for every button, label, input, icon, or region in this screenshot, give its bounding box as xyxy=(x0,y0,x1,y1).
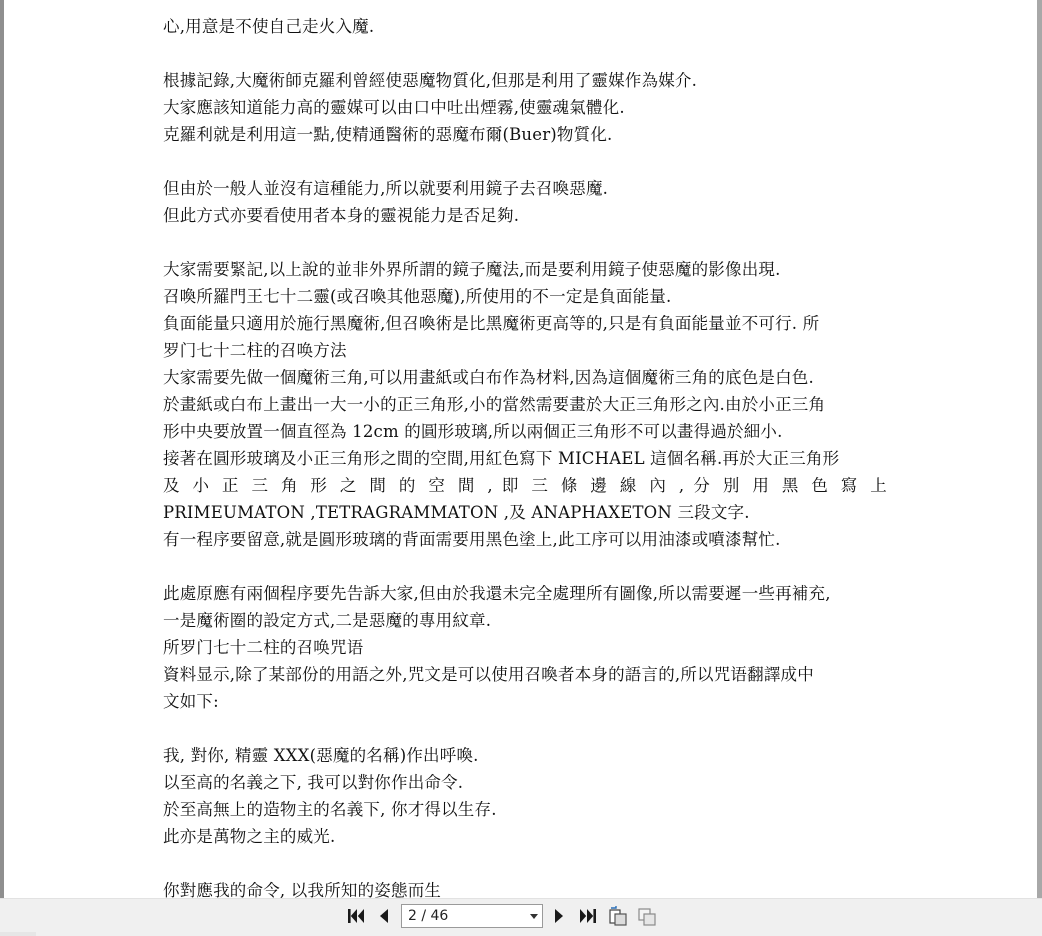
page-right-edge xyxy=(1037,0,1042,898)
text-line: 我, 對你, 精靈 XXX(惡魔的名稱)作出呼喚. xyxy=(163,746,479,765)
status-corner xyxy=(0,932,36,936)
text-line: 負面能量只適用於施行黑魔術,但召喚術是比黑魔術更高等的,只是有負面能量並不可行. 所 xyxy=(163,314,820,333)
text-line: PRIMEUMATON ,TETRAGRAMMATON ,及 ANAPHAXETON 三段文字. xyxy=(163,503,750,522)
text-line: 形中央要放置一個直徑為 12cm 的圓形玻璃,所以兩個正三角形不可以畫得過於細小. xyxy=(163,422,783,441)
text-line: 大家應該知道能力高的靈媒可以由口中吐出煙霧,使靈魂氣體化. xyxy=(163,98,625,117)
text-line: 所罗门七十二柱的召唤咒语 xyxy=(163,638,364,657)
text-line xyxy=(163,850,887,877)
text-line: 但此方式亦要看使用者本身的靈視能力是否足夠. xyxy=(163,206,520,225)
text-line: 克羅利就是利用這一點,使精通醫術的惡魔布爾(Buer)物質化. xyxy=(163,125,613,144)
text-line: 心,用意是不使自己走火入魔. xyxy=(163,17,375,36)
text-line: 罗门七十二柱的召唤方法 xyxy=(163,341,347,360)
text-line: 及 小 正 三 角 形 之 間 的 空 間 , 即 三 條 邊 線 內 , 分 別 用 黑 色 寫 上 xyxy=(163,476,887,495)
last-page-icon[interactable] xyxy=(577,905,599,927)
text-line: 大家需要先做一個魔術三角,可以用畫紙或白布作為材料,因為這個魔術三角的底色是白色. xyxy=(163,368,814,387)
page-number-field[interactable] xyxy=(401,904,543,928)
text-line: 於至高無上的造物主的名義下, 你才得以生存. xyxy=(163,800,497,819)
text-line: 一是魔術圈的設定方式,二是惡魔的專用紋章. xyxy=(163,611,492,630)
text-line xyxy=(163,148,887,175)
previous-page-icon[interactable] xyxy=(373,905,395,927)
document-page xyxy=(163,13,887,898)
text-line: 接著在圓形玻璃及小正三角形之間的空間,用紅色寫下 MICHAEL 這個名稱.再於大正三角形 xyxy=(163,449,840,468)
text-line: 你對應我的命令, 以我所知的姿態而生 xyxy=(163,881,442,898)
chevron-down-icon[interactable] xyxy=(530,914,538,919)
page-left-edge xyxy=(0,0,4,898)
text-line xyxy=(163,553,887,580)
text-line: 資料显示,除了某部份的用語之外,咒文是可以使用召喚者本身的語言的,所以咒语翻譯成中 xyxy=(163,665,814,684)
text-line: 但由於一般人並沒有這種能力,所以就要利用鏡子去召喚惡魔. xyxy=(163,179,609,198)
text-line: 此亦是萬物之主的威光. xyxy=(163,827,336,846)
text-line: 以至高的名義之下, 我可以對你作出命令. xyxy=(163,773,464,792)
text-line xyxy=(163,40,887,67)
page-indicator: 2 / 46 xyxy=(408,908,449,924)
text-line: 召喚所羅門王七十二靈(或召喚其他惡魔),所使用的不一定是負面能量. xyxy=(163,287,672,306)
text-line xyxy=(163,715,887,742)
text-line: 大家需要緊記,以上說的並非外界所謂的鏡子魔法,而是要利用鏡子使惡魔的影像出現. xyxy=(163,260,781,279)
text-line: 根據記錄,大魔術師克羅利曾經使惡魔物質化,但那是利用了靈媒作為媒介. xyxy=(163,71,698,90)
text-line: 有一程序要留意,就是圓形玻璃的背面需要用黑色塗上,此工序可以用油漆或噴漆幫忙. xyxy=(163,530,781,549)
next-page-icon[interactable] xyxy=(548,905,570,927)
text-line xyxy=(163,229,887,256)
first-page-icon[interactable] xyxy=(345,905,367,927)
text-line: 此處原應有兩個程序要先告訴大家,但由於我還未完全處理所有圖像,所以需要遲一些再補充, xyxy=(163,584,831,603)
rotate-icon[interactable] xyxy=(607,905,629,927)
fit-page-icon[interactable] xyxy=(636,905,658,927)
text-line: 於畫紙或白布上畫出一大一小的正三角形,小的當然需要畫於大正三角形之內.由於小正三角 xyxy=(163,395,826,414)
text-line: 文如下: xyxy=(163,692,219,711)
